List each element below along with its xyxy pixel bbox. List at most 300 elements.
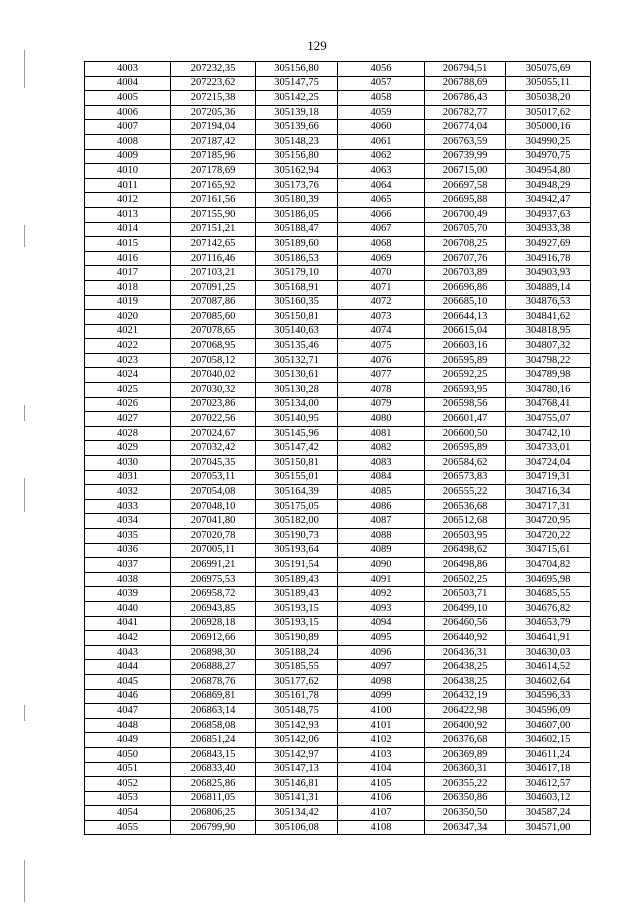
point-number-cell: 4017 [85,266,171,281]
x-coordinate-cell: 206502,25 [425,572,506,587]
table-row [85,631,591,646]
y-coordinate-cell: 305191,54 [256,558,338,573]
y-coordinate-cell: 305193,64 [256,543,338,558]
point-number-cell: 4010 [85,164,171,179]
point-number-cell: 4062 [338,149,425,164]
y-coordinate-cell: 304755,07 [506,412,591,427]
table-row [85,791,591,806]
table-row [85,704,591,719]
point-number-cell: 4081 [338,426,425,441]
table-row [85,806,591,821]
y-coordinate-cell: 305173,76 [256,178,338,193]
y-coordinate-cell: 305190,89 [256,631,338,646]
point-number-cell: 4068 [338,237,425,252]
x-coordinate-cell: 206786,43 [425,91,506,106]
y-coordinate-cell: 304990,25 [506,134,591,149]
x-coordinate-cell: 206763,59 [425,134,506,149]
table-row [85,514,591,529]
x-coordinate-cell: 206975,53 [171,572,256,587]
y-coordinate-cell: 305142,25 [256,91,338,106]
point-number-cell: 4073 [338,310,425,325]
point-number-cell: 4075 [338,339,425,354]
x-coordinate-cell: 206685,10 [425,295,506,310]
table-row [85,207,591,222]
point-number-cell: 4038 [85,572,171,587]
x-coordinate-cell: 206536,68 [425,499,506,514]
x-coordinate-cell: 207116,46 [171,251,256,266]
x-coordinate-cell: 206350,86 [425,791,506,806]
y-coordinate-cell: 305148,75 [256,704,338,719]
y-coordinate-cell: 305193,15 [256,601,338,616]
point-number-cell: 4098 [338,674,425,689]
x-coordinate-cell: 206708,25 [425,237,506,252]
x-coordinate-cell: 206498,86 [425,558,506,573]
point-number-cell: 4086 [338,499,425,514]
x-coordinate-cell: 206703,89 [425,266,506,281]
point-number-cell: 4020 [85,310,171,325]
point-number-cell: 4066 [338,207,425,222]
x-coordinate-cell: 206440,92 [425,631,506,646]
x-coordinate-cell: 206858,08 [171,718,256,733]
x-coordinate-cell: 206355,22 [425,777,506,792]
point-number-cell: 4085 [338,485,425,500]
table-row [85,237,591,252]
y-coordinate-cell: 305189,43 [256,572,338,587]
table-row [85,426,591,441]
point-number-cell: 4021 [85,324,171,339]
point-number-cell: 4015 [85,237,171,252]
point-number-cell: 4099 [338,689,425,704]
table-row [85,762,591,777]
y-coordinate-cell: 304695,98 [506,572,591,587]
x-coordinate-cell: 206592,25 [425,368,506,383]
point-number-cell: 4092 [338,587,425,602]
x-coordinate-cell: 206928,18 [171,616,256,631]
y-coordinate-cell: 305189,43 [256,587,338,602]
point-number-cell: 4080 [338,412,425,427]
y-coordinate-cell: 304607,00 [506,718,591,733]
table-row [85,134,591,149]
point-number-cell: 4025 [85,383,171,398]
x-coordinate-cell: 206422,98 [425,704,506,719]
table-row [85,91,591,106]
y-coordinate-cell: 305179,10 [256,266,338,281]
y-coordinate-cell: 304596,09 [506,704,591,719]
point-number-cell: 4078 [338,383,425,398]
y-coordinate-cell: 304719,31 [506,470,591,485]
point-number-cell: 4083 [338,456,425,471]
x-coordinate-cell: 207161,56 [171,193,256,208]
point-number-cell: 4076 [338,353,425,368]
x-coordinate-cell: 207053,11 [171,470,256,485]
table-row [85,251,591,266]
point-number-cell: 4100 [338,704,425,719]
x-coordinate-cell: 207223,62 [171,76,256,91]
point-number-cell: 4029 [85,441,171,456]
y-coordinate-cell: 305162,94 [256,164,338,179]
y-coordinate-cell: 305147,75 [256,76,338,91]
x-coordinate-cell: 207023,86 [171,397,256,412]
y-coordinate-cell: 304603,12 [506,791,591,806]
x-coordinate-cell: 206695,88 [425,193,506,208]
table-row [85,368,591,383]
point-number-cell: 4046 [85,689,171,704]
point-number-cell: 4011 [85,178,171,193]
point-number-cell: 4061 [338,134,425,149]
point-number-cell: 4058 [338,91,425,106]
margin-mark [24,50,25,88]
y-coordinate-cell: 305175,05 [256,499,338,514]
y-coordinate-cell: 305186,05 [256,207,338,222]
x-coordinate-cell: 206833,40 [171,762,256,777]
y-coordinate-cell: 304916,78 [506,251,591,266]
y-coordinate-cell: 305075,69 [506,62,591,77]
y-coordinate-cell: 304818,95 [506,324,591,339]
y-coordinate-cell: 304937,63 [506,207,591,222]
x-coordinate-cell: 206912,66 [171,631,256,646]
table-row [85,120,591,135]
point-number-cell: 4084 [338,470,425,485]
point-number-cell: 4022 [85,339,171,354]
point-number-cell: 4014 [85,222,171,237]
x-coordinate-cell: 206350,50 [425,806,506,821]
y-coordinate-cell: 304970,75 [506,149,591,164]
y-coordinate-cell: 305140,95 [256,412,338,427]
y-coordinate-cell: 305161,78 [256,689,338,704]
x-coordinate-cell: 206991,21 [171,558,256,573]
x-coordinate-cell: 206705,70 [425,222,506,237]
table-row [85,572,591,587]
x-coordinate-cell: 207087,86 [171,295,256,310]
table-row [85,587,591,602]
y-coordinate-cell: 305038,20 [506,91,591,106]
table-row [85,353,591,368]
point-number-cell: 4090 [338,558,425,573]
y-coordinate-cell: 305130,61 [256,368,338,383]
table-row [85,149,591,164]
y-coordinate-cell: 304611,24 [506,747,591,762]
x-coordinate-cell: 206782,77 [425,105,506,120]
y-coordinate-cell: 305142,97 [256,747,338,762]
y-coordinate-cell: 304716,34 [506,485,591,500]
x-coordinate-cell: 207215,38 [171,91,256,106]
point-number-cell: 4067 [338,222,425,237]
y-coordinate-cell: 304602,64 [506,674,591,689]
y-coordinate-cell: 305155,01 [256,470,338,485]
x-coordinate-cell: 206503,95 [425,529,506,544]
y-coordinate-cell: 305168,91 [256,280,338,295]
y-coordinate-cell: 304720,22 [506,529,591,544]
y-coordinate-cell: 305055,11 [506,76,591,91]
y-coordinate-cell: 305135,46 [256,339,338,354]
y-coordinate-cell: 305000,16 [506,120,591,135]
y-coordinate-cell: 304933,38 [506,222,591,237]
table-row [85,499,591,514]
y-coordinate-cell: 304704,82 [506,558,591,573]
x-coordinate-cell: 207005,11 [171,543,256,558]
point-number-cell: 4047 [85,704,171,719]
point-number-cell: 4093 [338,601,425,616]
y-coordinate-cell: 304942,47 [506,193,591,208]
point-number-cell: 4042 [85,631,171,646]
x-coordinate-cell: 207020,78 [171,529,256,544]
point-number-cell: 4018 [85,280,171,295]
point-number-cell: 4024 [85,368,171,383]
point-number-cell: 4082 [338,441,425,456]
point-number-cell: 4104 [338,762,425,777]
x-coordinate-cell: 207205,36 [171,105,256,120]
x-coordinate-cell: 206863,14 [171,704,256,719]
x-coordinate-cell: 206595,89 [425,353,506,368]
y-coordinate-cell: 305188,47 [256,222,338,237]
x-coordinate-cell: 206898,30 [171,645,256,660]
x-coordinate-cell: 206788,69 [425,76,506,91]
table-row [85,339,591,354]
point-number-cell: 4039 [85,587,171,602]
table-row [85,62,591,77]
x-coordinate-cell: 207185,96 [171,149,256,164]
y-coordinate-cell: 305186,53 [256,251,338,266]
point-number-cell: 4101 [338,718,425,733]
y-coordinate-cell: 305156,80 [256,149,338,164]
point-number-cell: 4007 [85,120,171,135]
margin-mark [24,478,25,512]
page-number: 129 [307,38,327,53]
point-number-cell: 4059 [338,105,425,120]
coordinates-table-body [85,62,591,835]
x-coordinate-cell: 206696,86 [425,280,506,295]
x-coordinate-cell: 206697,58 [425,178,506,193]
point-number-cell: 4070 [338,266,425,281]
table-row [85,266,591,281]
x-coordinate-cell: 206400,92 [425,718,506,733]
x-coordinate-cell: 206595,89 [425,441,506,456]
x-coordinate-cell: 206438,25 [425,674,506,689]
point-number-cell: 4054 [85,806,171,821]
table-row [85,616,591,631]
x-coordinate-cell: 206958,72 [171,587,256,602]
y-coordinate-cell: 304841,62 [506,310,591,325]
point-number-cell: 4065 [338,193,425,208]
y-coordinate-cell: 305130,28 [256,383,338,398]
table-row [85,733,591,748]
x-coordinate-cell: 207030,32 [171,383,256,398]
table-row [85,820,591,835]
y-coordinate-cell: 304587,24 [506,806,591,821]
x-coordinate-cell: 206376,68 [425,733,506,748]
y-coordinate-cell: 304720,95 [506,514,591,529]
table-row [85,529,591,544]
x-coordinate-cell: 206644,13 [425,310,506,325]
y-coordinate-cell: 305150,81 [256,310,338,325]
y-coordinate-cell: 305185,55 [256,660,338,675]
y-coordinate-cell: 304724,04 [506,456,591,471]
x-coordinate-cell: 207032,42 [171,441,256,456]
point-number-cell: 4040 [85,601,171,616]
x-coordinate-cell: 207045,35 [171,456,256,471]
y-coordinate-cell: 304641,91 [506,631,591,646]
point-number-cell: 4043 [85,645,171,660]
y-coordinate-cell: 304685,55 [506,587,591,602]
point-number-cell: 4013 [85,207,171,222]
point-number-cell: 4077 [338,368,425,383]
point-number-cell: 4102 [338,733,425,748]
y-coordinate-cell: 304715,61 [506,543,591,558]
point-number-cell: 4108 [338,820,425,835]
point-number-cell: 4030 [85,456,171,471]
point-number-cell: 4009 [85,149,171,164]
point-number-cell: 4027 [85,412,171,427]
x-coordinate-cell: 206498,62 [425,543,506,558]
point-number-cell: 4064 [338,178,425,193]
x-coordinate-cell: 206555,22 [425,485,506,500]
table-row [85,558,591,573]
y-coordinate-cell: 305134,42 [256,806,338,821]
x-coordinate-cell: 206843,15 [171,747,256,762]
y-coordinate-cell: 304617,18 [506,762,591,777]
point-number-cell: 4089 [338,543,425,558]
x-coordinate-cell: 206806,25 [171,806,256,821]
point-number-cell: 4028 [85,426,171,441]
y-coordinate-cell: 305142,06 [256,733,338,748]
y-coordinate-cell: 304807,32 [506,339,591,354]
point-number-cell: 4087 [338,514,425,529]
table-row [85,397,591,412]
y-coordinate-cell: 304948,29 [506,178,591,193]
point-number-cell: 4094 [338,616,425,631]
y-coordinate-cell: 304717,31 [506,499,591,514]
x-coordinate-cell: 206739,99 [425,149,506,164]
y-coordinate-cell: 304789,98 [506,368,591,383]
y-coordinate-cell: 305146,81 [256,777,338,792]
y-coordinate-cell: 305132,71 [256,353,338,368]
table-row [85,601,591,616]
x-coordinate-cell: 206432,19 [425,689,506,704]
table-row [85,543,591,558]
point-number-cell: 4091 [338,572,425,587]
point-number-cell: 4055 [85,820,171,835]
x-coordinate-cell: 206573,83 [425,470,506,485]
point-number-cell: 4106 [338,791,425,806]
y-coordinate-cell: 305141,31 [256,791,338,806]
point-number-cell: 4045 [85,674,171,689]
y-coordinate-cell: 304733,01 [506,441,591,456]
y-coordinate-cell: 304612,57 [506,777,591,792]
x-coordinate-cell: 206774,04 [425,120,506,135]
x-coordinate-cell: 206603,16 [425,339,506,354]
table-row [85,280,591,295]
x-coordinate-cell: 207091,25 [171,280,256,295]
x-coordinate-cell: 206460,56 [425,616,506,631]
x-coordinate-cell: 206360,31 [425,762,506,777]
x-coordinate-cell: 206888,27 [171,660,256,675]
y-coordinate-cell: 304903,93 [506,266,591,281]
y-coordinate-cell: 305150,81 [256,456,338,471]
x-coordinate-cell: 207151,21 [171,222,256,237]
y-coordinate-cell: 305139,66 [256,120,338,135]
y-coordinate-cell: 305188,24 [256,645,338,660]
table-row [85,193,591,208]
table-row [85,485,591,500]
y-coordinate-cell: 305160,35 [256,295,338,310]
table-row [85,178,591,193]
table-row [85,324,591,339]
margin-mark [24,860,25,902]
y-coordinate-cell: 305140,63 [256,324,338,339]
x-coordinate-cell: 206869,81 [171,689,256,704]
x-coordinate-cell: 207142,65 [171,237,256,252]
point-number-cell: 4048 [85,718,171,733]
point-number-cell: 4005 [85,91,171,106]
table-row [85,645,591,660]
x-coordinate-cell: 206436,31 [425,645,506,660]
point-number-cell: 4097 [338,660,425,675]
y-coordinate-cell: 305145,96 [256,426,338,441]
x-coordinate-cell: 207078,65 [171,324,256,339]
x-coordinate-cell: 207103,21 [171,266,256,281]
x-coordinate-cell: 206438,25 [425,660,506,675]
point-number-cell: 4079 [338,397,425,412]
table-row [85,383,591,398]
point-number-cell: 4036 [85,543,171,558]
y-coordinate-cell: 305017,62 [506,105,591,120]
table-row [85,470,591,485]
point-number-cell: 4044 [85,660,171,675]
x-coordinate-cell: 207024,67 [171,426,256,441]
y-coordinate-cell: 305177,62 [256,674,338,689]
point-number-cell: 4003 [85,62,171,77]
x-coordinate-cell: 206715,00 [425,164,506,179]
x-coordinate-cell: 206615,04 [425,324,506,339]
point-number-cell: 4034 [85,514,171,529]
x-coordinate-cell: 206593,95 [425,383,506,398]
point-number-cell: 4033 [85,499,171,514]
x-coordinate-cell: 207085,60 [171,310,256,325]
x-coordinate-cell: 206707,76 [425,251,506,266]
x-coordinate-cell: 206825,86 [171,777,256,792]
point-number-cell: 4088 [338,529,425,544]
point-number-cell: 4041 [85,616,171,631]
point-number-cell: 4037 [85,558,171,573]
margin-mark [24,705,25,721]
x-coordinate-cell: 206878,76 [171,674,256,689]
y-coordinate-cell: 304571,00 [506,820,591,835]
table-row [85,441,591,456]
y-coordinate-cell: 305147,13 [256,762,338,777]
table-row [85,777,591,792]
y-coordinate-cell: 305182,00 [256,514,338,529]
y-coordinate-cell: 304798,22 [506,353,591,368]
x-coordinate-cell: 206584,62 [425,456,506,471]
table-row [85,222,591,237]
y-coordinate-cell: 305180,39 [256,193,338,208]
y-coordinate-cell: 305142,93 [256,718,338,733]
point-number-cell: 4096 [338,645,425,660]
x-coordinate-cell: 206499,10 [425,601,506,616]
x-coordinate-cell: 206601,47 [425,412,506,427]
point-number-cell: 4016 [85,251,171,266]
table-row [85,105,591,120]
table-row [85,456,591,471]
y-coordinate-cell: 305148,23 [256,134,338,149]
y-coordinate-cell: 305190,73 [256,529,338,544]
point-number-cell: 4063 [338,164,425,179]
y-coordinate-cell: 304676,82 [506,601,591,616]
point-number-cell: 4035 [85,529,171,544]
point-number-cell: 4107 [338,806,425,821]
y-coordinate-cell: 304614,52 [506,660,591,675]
x-coordinate-cell: 206799,90 [171,820,256,835]
